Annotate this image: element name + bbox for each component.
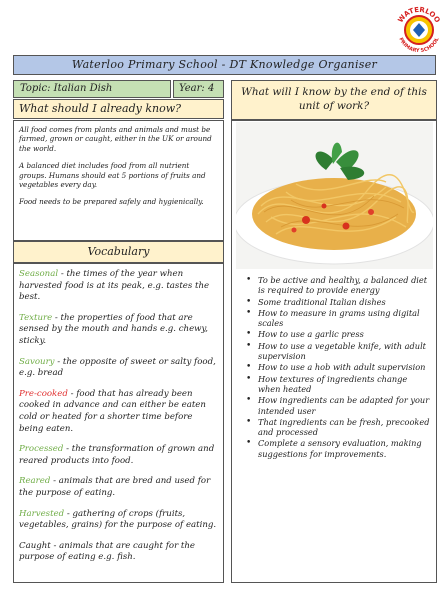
vocab-definition: - food that has already been cooked in advance and can either be eaten cold or heated for a shorter time before being eaten. (19, 388, 206, 434)
outcomes-list (244, 275, 432, 460)
prior-knowledge-heading: What should I already know? (13, 99, 224, 119)
topic-label: Topic: Italian Dish (13, 80, 171, 98)
vocab-term: Pre-cooked (19, 388, 68, 399)
vocab-term: Processed (19, 444, 64, 455)
outcome-item: • Complete a sensory evaluation, making suggestions for improvements. (258, 438, 432, 459)
vocab-definition: - the opposite of sweet or salty food, e.g. bread (19, 356, 216, 379)
outcome-item: • Some traditional Italian dishes (258, 297, 432, 307)
vocab-term: Reared (19, 476, 51, 487)
school-logo (392, 3, 446, 55)
vocab-term: Caught (19, 540, 51, 551)
outcomes-heading: What will I know by the end of this unit of work? (231, 80, 437, 120)
vocab-item (19, 541, 218, 564)
vocab-item (19, 444, 218, 467)
vocab-term: Savoury (19, 356, 55, 367)
vocabulary-box (13, 263, 224, 583)
vocab-item (19, 509, 218, 532)
vocab-definition: - the times of the year when harvested food is at its peak, e.g. tastes the best. (19, 269, 210, 303)
vocabulary-heading: Vocabulary (13, 241, 224, 263)
year-label: Year: 4 (173, 80, 224, 98)
page-title: Waterloo Primary School - DT Knowledge Organiser (13, 55, 436, 75)
vocab-item (19, 389, 218, 435)
vocab-item (19, 476, 218, 499)
vocab-term: Seasonal (19, 269, 59, 279)
vocab-item (19, 357, 218, 380)
outcome-item: • How to use a garlic press (258, 329, 432, 339)
outcome-item: • To be active and healthy, a balanced diet is required to provide energy (258, 275, 432, 296)
vocab-term: Harvested (19, 508, 65, 519)
vocab-term: Texture (19, 312, 53, 323)
vocab-definition: - the transformation of grown and reared products into food. (19, 444, 215, 466)
prior-knowledge-paragraph: All food comes from plants and animals and must be farmed, grown or caught, either in the UK or around the world. (19, 125, 212, 153)
outcome-item: • How textures of ingredients change when heated (258, 374, 432, 395)
outcome-item: • How to use a vegetable knife, with adult supervision (258, 341, 432, 362)
vocab-item (19, 269, 218, 304)
outcome-item: • That ingredients can be fresh, precooked and processed (258, 417, 432, 438)
vocab-definition: - animals that are bred and used for the purpose of eating. (19, 476, 211, 498)
prior-knowledge-paragraph: A balanced diet includes food from all nutrient groups. Humans should eat 5 portions of fruits and vegetables every day. (19, 161, 206, 190)
vocab-definition: - animals that are caught for the purpose of eating e.g. fish. (19, 540, 195, 563)
outcome-item: • How to use a hob with adult supervision (258, 362, 432, 372)
outcome-item: • How to measure in grams using digital scales (258, 308, 432, 329)
spaghetti-photo (236, 122, 433, 269)
outcome-item: • How ingredients can be adapted for your intended user (258, 395, 432, 416)
prior-knowledge-box (13, 120, 224, 241)
logo-top-text: WATERLOO (396, 5, 442, 25)
vocab-item (19, 313, 218, 348)
vocab-definition: - gathering of crops (fruits, vegetables, grains) for the purpose of eating. (19, 508, 217, 531)
vocab-definition: - the properties of food that are sensed by the mouth and hands e.g. chewy, sticky. (19, 312, 208, 346)
logo-bottom-text: PRIMARY SCHOOL (397, 36, 441, 55)
prior-knowledge-paragraph: Food needs to be prepared safely and hygienically. (19, 197, 204, 207)
